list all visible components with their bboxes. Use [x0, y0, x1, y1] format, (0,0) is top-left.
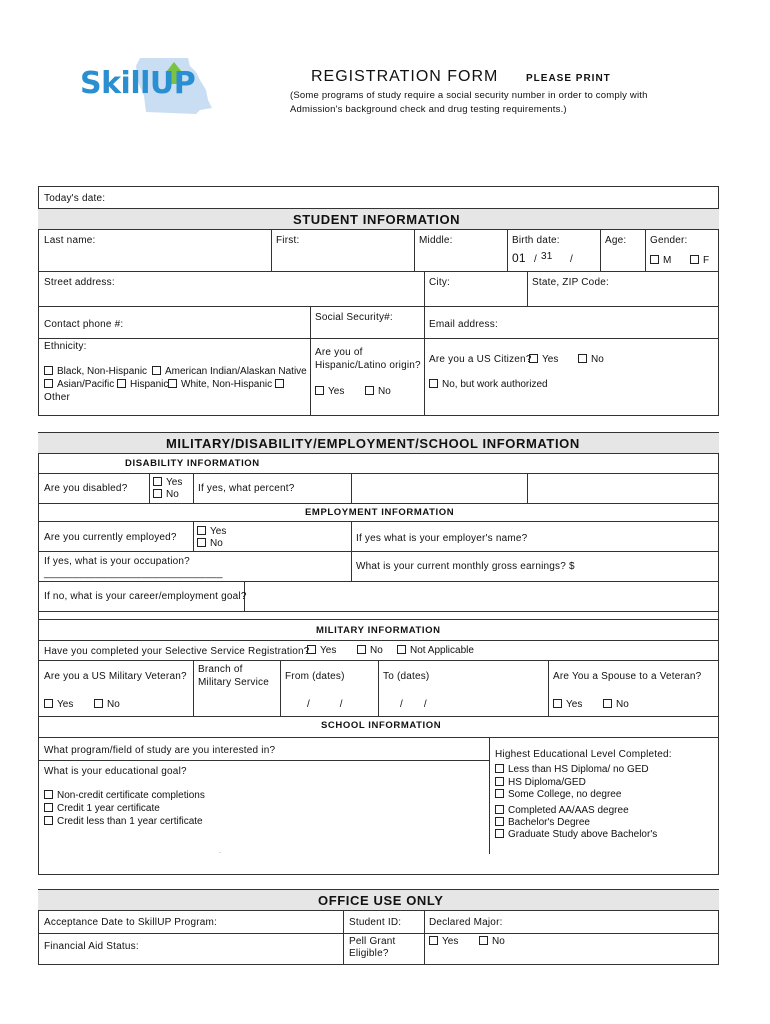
- school-title: SCHOOL INFORMATION: [321, 720, 442, 731]
- checkbox-icon[interactable]: [307, 645, 316, 654]
- checkbox-icon[interactable]: [315, 386, 324, 395]
- selective-no-option[interactable]: No: [357, 645, 383, 656]
- checkbox-icon[interactable]: [44, 366, 53, 375]
- todays-date-field[interactable]: Today's date:: [44, 193, 106, 204]
- acceptance-date-field[interactable]: Acceptance Date to SkillUP Program:: [44, 917, 218, 928]
- checkbox-icon[interactable]: [197, 526, 206, 535]
- checkbox-icon[interactable]: [152, 366, 161, 375]
- email-field[interactable]: Email address:: [429, 319, 498, 330]
- from-dates-slashes[interactable]: / /: [307, 699, 343, 710]
- birth-sep1: /: [534, 254, 537, 265]
- checkbox-icon[interactable]: [690, 255, 699, 264]
- eth-black-option[interactable]: Black, Non-Hispanic: [44, 366, 147, 377]
- citizen-yes-option[interactable]: Yes: [529, 354, 558, 365]
- checkbox-icon[interactable]: [168, 379, 177, 388]
- office-title: OFFICE USE ONLY: [318, 893, 444, 908]
- highest-option-hs[interactable]: HS Diploma/GED: [495, 777, 586, 788]
- citizen-question: Are you a US Citizen?: [429, 354, 532, 365]
- checkbox-icon[interactable]: [495, 805, 504, 814]
- spouse-no-option[interactable]: No: [603, 699, 629, 710]
- checkbox-icon[interactable]: [365, 386, 374, 395]
- pell-label-2: Eligible?: [349, 948, 389, 959]
- educational-goal-label: What is your educational goal?: [44, 766, 187, 777]
- veteran-yes-option[interactable]: Yes: [44, 699, 73, 710]
- spouse-yes-option[interactable]: Yes: [553, 699, 582, 710]
- veteran-question: Are you a US Military Veteran?: [44, 671, 187, 682]
- checkbox-icon[interactable]: [553, 699, 562, 708]
- checkbox-icon[interactable]: [44, 790, 53, 799]
- eth-other-checkbox[interactable]: [275, 379, 288, 390]
- checkbox-icon[interactable]: [529, 354, 538, 363]
- employment-title: EMPLOYMENT INFORMATION: [305, 507, 455, 518]
- employed-question: Are you currently employed?: [44, 532, 177, 543]
- hispanic-question-2: Hispanic/Latino origin?: [315, 360, 421, 371]
- checkbox-icon[interactable]: [44, 803, 53, 812]
- gender-m-option[interactable]: M: [650, 255, 671, 266]
- to-dates-slashes[interactable]: / /: [400, 699, 427, 710]
- stray-dot: .: [219, 846, 222, 855]
- eth-white-option[interactable]: White, Non-Hispanic: [168, 379, 272, 390]
- disability-percent-field[interactable]: If yes, what percent?: [198, 483, 295, 494]
- checkbox-icon[interactable]: [117, 379, 126, 388]
- checkbox-icon[interactable]: [603, 699, 612, 708]
- mdes-section-title: MILITARY/DISABILITY/EMPLOYMENT/SCHOOL INFORMATION: [166, 436, 580, 451]
- citizen-work-authorized-option[interactable]: No, but work authorized: [429, 379, 548, 390]
- form-title: REGISTRATION FORM: [311, 68, 499, 85]
- checkbox-icon[interactable]: [357, 645, 366, 654]
- goal-option-credit-1yr[interactable]: Credit 1 year certificate: [44, 803, 160, 814]
- checkbox-icon[interactable]: [495, 764, 504, 773]
- checkbox-icon[interactable]: [429, 936, 438, 945]
- ssn-field[interactable]: Social Security#:: [315, 312, 393, 323]
- selective-question: Have you completed your Selective Service Registration?: [44, 646, 310, 657]
- military-title: MILITARY INFORMATION: [316, 625, 441, 636]
- veteran-no-option[interactable]: No: [94, 699, 120, 710]
- disabled-yes-option[interactable]: Yes: [153, 477, 182, 488]
- age-field[interactable]: Age:: [605, 235, 627, 246]
- birth-day[interactable]: 31: [541, 251, 553, 262]
- employed-yes-option[interactable]: Yes: [197, 526, 226, 537]
- highest-option-aa[interactable]: Completed AA/AAS degree: [495, 805, 629, 816]
- middle-name-field[interactable]: Middle:: [419, 235, 453, 246]
- disability-title: DISABILITY INFORMATION: [125, 458, 260, 469]
- checkbox-icon[interactable]: [479, 936, 488, 945]
- highest-option-graduate[interactable]: Graduate Study above Bachelor's: [495, 829, 657, 840]
- hispanic-yes-option[interactable]: Yes: [315, 386, 344, 397]
- disabled-question: Are you disabled?: [44, 483, 128, 494]
- checkbox-icon[interactable]: [495, 789, 504, 798]
- street-address-field[interactable]: Street address:: [44, 277, 115, 288]
- birth-sep2: /: [570, 254, 573, 265]
- employed-no-option[interactable]: No: [197, 538, 223, 549]
- eth-asian-option[interactable]: Asian/Pacific: [44, 379, 114, 390]
- to-dates-label: To (dates): [383, 671, 430, 682]
- hispanic-question-1: Are you of: [315, 347, 363, 358]
- last-name-field[interactable]: Last name:: [44, 235, 96, 246]
- student-section-title: STUDENT INFORMATION: [293, 212, 461, 227]
- checkbox-icon[interactable]: [650, 255, 659, 264]
- checkbox-icon[interactable]: [429, 379, 438, 388]
- ssn-note-line2: Admission's background check and drug testing requirements.): [290, 104, 567, 115]
- please-print: PLEASE PRINT: [526, 73, 611, 84]
- pell-label-1: Pell Grant: [349, 936, 396, 947]
- spouse-question: Are You a Spouse to a Veteran?: [553, 671, 702, 682]
- checkbox-icon[interactable]: [495, 777, 504, 786]
- citizen-no-option[interactable]: No: [578, 354, 604, 365]
- state-zip-field[interactable]: State, ZIP Code:: [532, 277, 609, 288]
- financial-aid-field[interactable]: Financial Aid Status:: [44, 941, 139, 952]
- skillup-logo: [78, 52, 218, 116]
- checkbox-icon[interactable]: [495, 817, 504, 826]
- employer-name-field[interactable]: If yes what is your employer's name?: [356, 533, 528, 544]
- ethnicity-label: Ethnicity:: [44, 341, 87, 352]
- highest-level-title: Highest Educational Level Completed:: [495, 749, 672, 760]
- branch-label-2[interactable]: Military Service: [198, 677, 269, 688]
- gender-label: Gender:: [650, 235, 688, 246]
- checkbox-icon[interactable]: [578, 354, 587, 363]
- program-field[interactable]: What program/field of study are you interested in?: [44, 745, 276, 756]
- eth-other-label: Other: [44, 392, 71, 403]
- checkbox-icon[interactable]: [153, 489, 162, 498]
- highest-option-less-hs[interactable]: Less than HS Diploma/ no GED: [495, 764, 649, 775]
- hispanic-no-option[interactable]: No: [365, 386, 391, 397]
- checkbox-icon[interactable]: [94, 699, 103, 708]
- checkbox-icon[interactable]: [153, 477, 162, 486]
- highest-option-bachelor[interactable]: Bachelor's Degree: [495, 817, 590, 828]
- checkbox-icon[interactable]: [44, 699, 53, 708]
- birth-date-label: Birth date:: [512, 235, 560, 246]
- pell-yes-option[interactable]: Yes: [429, 936, 458, 947]
- gender-f-option[interactable]: F: [690, 255, 709, 266]
- student-id-field[interactable]: Student ID:: [349, 917, 402, 928]
- pell-no-option[interactable]: No: [479, 936, 505, 947]
- branch-label-1[interactable]: Branch of: [198, 664, 243, 675]
- highest-option-some-college[interactable]: Some College, no degree: [495, 789, 621, 800]
- earnings-field[interactable]: What is your current monthly gross earnings? $: [356, 561, 575, 572]
- goal-option-credit-less[interactable]: Credit less than 1 year certificate: [44, 816, 203, 827]
- checkbox-icon[interactable]: [44, 816, 53, 825]
- ssn-note-line1: (Some programs of study require a social security number in order to comply with: [290, 90, 648, 101]
- selective-na-option[interactable]: Not Applicable: [397, 645, 474, 656]
- checkbox-icon[interactable]: [495, 829, 504, 838]
- checkbox-icon[interactable]: [44, 379, 53, 388]
- contact-phone-field[interactable]: Contact phone #:: [44, 319, 124, 330]
- career-goal-field[interactable]: If no, what is your career/employment goal?: [44, 591, 247, 602]
- declared-major-field[interactable]: Declared Major:: [429, 917, 503, 928]
- selective-yes-option[interactable]: Yes: [307, 645, 336, 656]
- first-name-field[interactable]: First:: [276, 235, 300, 246]
- eth-native-option[interactable]: American Indian/Alaskan Native: [152, 366, 307, 377]
- city-field[interactable]: City:: [429, 277, 450, 288]
- goal-option-noncredit[interactable]: Non-credit certificate completions: [44, 790, 205, 801]
- checkbox-icon[interactable]: [397, 645, 406, 654]
- eth-hispanic-option[interactable]: Hispanic: [117, 379, 168, 390]
- logo-text: SkillUP: [80, 66, 196, 101]
- occupation-question: If yes, what is your occupation?: [44, 556, 190, 567]
- checkbox-icon[interactable]: [197, 538, 206, 547]
- disabled-no-option[interactable]: No: [153, 489, 179, 500]
- birth-month[interactable]: 01: [512, 251, 526, 265]
- occupation-line[interactable]: _______________________________: [44, 568, 223, 579]
- from-dates-label: From (dates): [285, 671, 345, 682]
- checkbox-icon[interactable]: [275, 379, 284, 388]
